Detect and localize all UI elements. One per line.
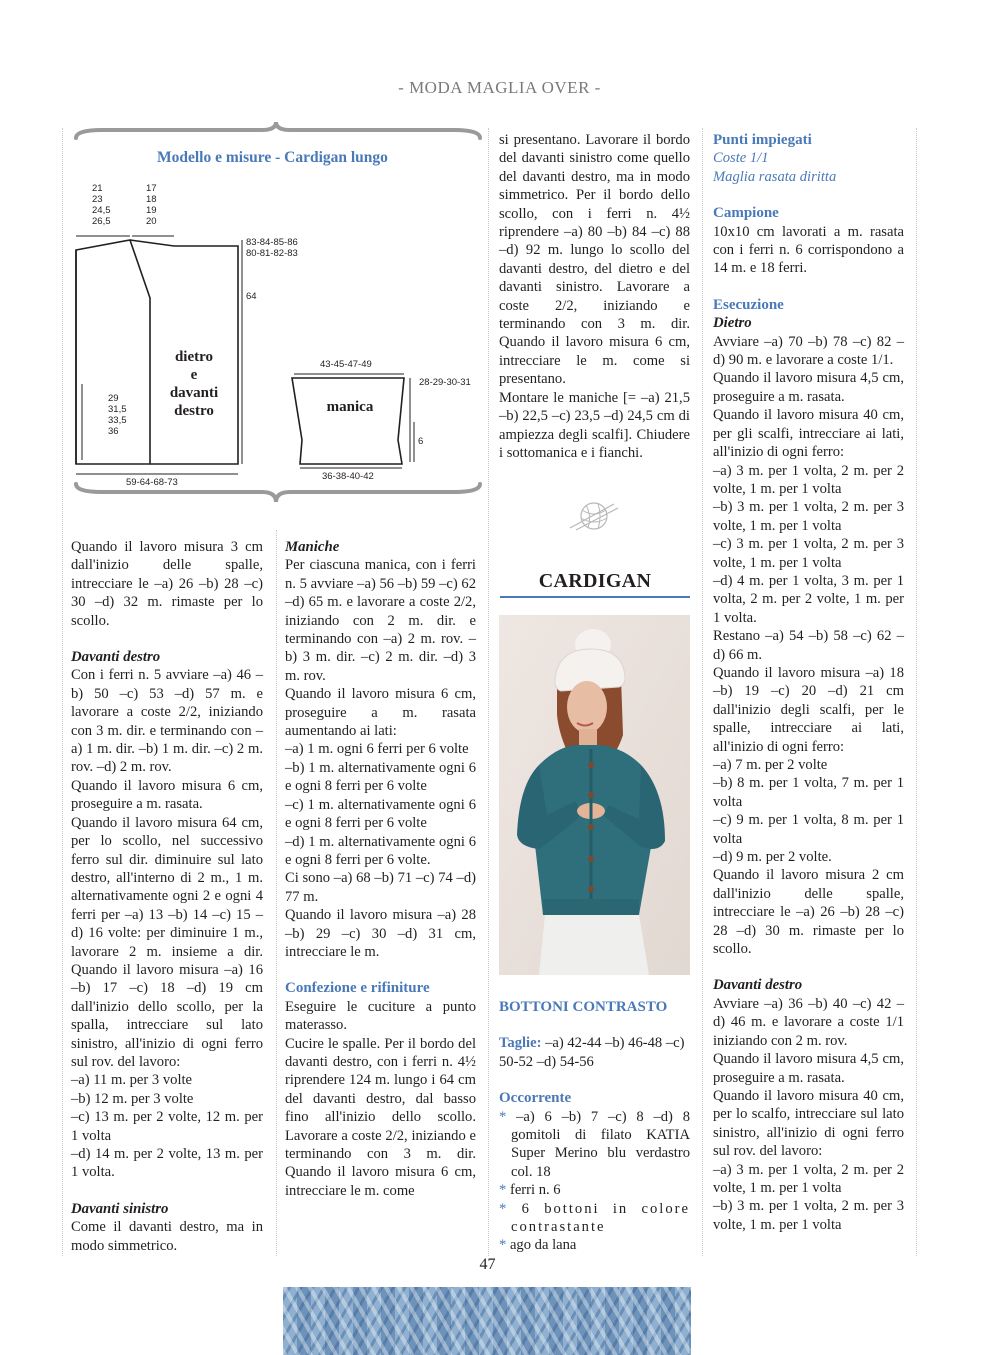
paragraph: –b) 3 m. per 1 volta, 2 m. per 3 volte, 1 m. per 1 volta [713, 499, 904, 534]
paragraph: Per ciascuna manica, con i ferri n. 5 avviare –a) 56 –b) 59 –c) 62 –d) 65 m. e lavorare a coste 2/2, iniziando con 2 m. dir. e terminando con –a) 2 m. rov. –b) 3 m. dir. –c) 2 m. dir. –d) 3 m. rov. [285, 557, 476, 684]
sizes-value: –a) 42-44 –b) 46-48 –c) 50-52 –d) 54-56 [499, 1035, 685, 1070]
column-1 [71, 538, 263, 1255]
paragraph: Avviare –a) 70 –b) 78 –c) 82 –d) 90 m. e lavorare a coste 1/1. [713, 333, 904, 369]
section-heading-campione: Campione [713, 205, 779, 222]
section-heading-maniche: Maniche [285, 539, 340, 555]
paragraph: Quando il lavoro misura 64 cm, per lo scollo, nel successivo ferro sul dir. diminuire sul lato destro, all'interno di 2 m., 1 m. alternativamente ogni 2 e ogni 4 ferri per –a) 13 –b) 14 –c) 15 –d) 16 volte: per diminuire 1 m., lavorare 2 m. insieme a dir. Quando il lavoro misura –a) 16 –b) 17 –c) 18 –d) 19 cm dall'inizio dello scollo, per la spalla, intrecciare sul lato sinistro, all'inizio di ogni ferro sul rov. del lavoro: [71, 814, 263, 1070]
section-heading-davanti-destro: Davanti destro [71, 649, 161, 666]
diagram-title: Modello e misure - Cardigan lungo [157, 149, 388, 166]
paragraph: Eseguire le cuciture a punto materasso. [285, 998, 476, 1034]
materials-item: * 6 bottoni in colore contrastante [499, 1200, 690, 1236]
paragraph: Avviare –a) 36 –b) 40 –c) 42 –d) 46 m. e lavorare a coste 1/1 iniziando con 2 m. rov. [713, 995, 904, 1049]
back-neck-text: Quando il lavoro misura 3 cm dall'inizio delle spalle, intrecciare le –a) 26 –b) 28 –c) 30 –d) 32 m. rimaste per lo scollo. [71, 539, 263, 629]
column-4 [713, 131, 904, 1234]
section-heading-occorrente: Occorrente [499, 1090, 572, 1107]
paragraph: –b) 1 m. alternativamente ogni 6 e ogni 8 ferri per 6 volte [285, 759, 476, 795]
paragraph: Con i ferri n. 5 avviare –a) 46 –b) 50 –c) 53 –d) 57 m. e lavorare a coste 2/2, iniziando con 3 m. dir. e terminando con –a) 1 m. dir. –b) 1 m. dir. –c) 2 m. rov. –d) 2 m. rov. [71, 667, 263, 776]
paragraph: Quando il lavoro misura –a) 28 –b) 29 –c) 30 –d) 31 cm, intrecciare le m. [285, 907, 476, 960]
materials-item: * ferri n. 6 [499, 1182, 561, 1199]
section-heading-esecuzione: Esecuzione [713, 296, 784, 313]
sleeve-label: manica [326, 399, 374, 415]
paragraph: –a) 3 m. per 1 volta, 2 m. per 2 volte, 1 m. per 1 volta [713, 462, 904, 497]
paragraph: Quando il lavoro misura –a) 18 –b) 19 –c) 20 –d) 21 cm dall'inizio degli scalfi, per le spalle, intrecciare ai lati, all'inizio di ogni ferro: [713, 664, 904, 755]
section-heading-davanti-sinistro: Davanti sinistro [71, 1200, 169, 1217]
running-header: - MODA MAGLIA OVER - [398, 78, 601, 97]
paragraph: –d) 1 m. alternativamente ogni 6 e ogni 8 ferri per 6 volte. [285, 833, 476, 868]
column-3 [499, 131, 690, 462]
sleeve-top-label: 43-45-47-49 [320, 359, 372, 370]
paragraph: –c) 3 m. per 1 volta, 2 m. per 3 volte, 1 m. per 1 volta [713, 536, 904, 571]
paragraph: –d) 14 m. per 2 volte, 13 m. per 1 volta. [71, 1146, 263, 1181]
paragraph: –b) 12 m. per 3 volte [71, 1090, 194, 1107]
column-rule [702, 128, 703, 1256]
materials-item: * –a) 6 –b) 7 –c) 8 –d) 8 gomitoli di filato KATIA Super Merino blu verdastro col. 18 [499, 1108, 690, 1180]
paragraph: Come il davanti destro, ma in modo simmetrico. [71, 1219, 263, 1254]
paragraph: Quando il lavoro misura 2 cm dall'inizio delle spalle, intrecciare le –a) 26 –b) 28 –c) 28 –d) 30 m. rimaste per lo scollo. [713, 867, 904, 958]
section-heading-dietro: Dietro [713, 315, 752, 332]
paragraph: –a) 3 m. per 1 volta, 2 m. per 2 volte, 1 m. per 1 volta [713, 1161, 904, 1196]
yarn-ball-icon [564, 498, 624, 534]
paragraph: –d) 4 m. per 1 volta, 3 m. per 1 volta, 2 m. per 2 volte, 1 m. per 1 volta. [713, 572, 904, 626]
paragraph: Quando il lavoro misura 6 cm, proseguire a m. rasata. [71, 777, 263, 813]
paragraph: –b) 3 m. per 1 volta, 2 m. per 3 volte, 1 m. per 1 volta [713, 1198, 904, 1233]
paragraph: Quando il lavoro misura 40 cm, per lo scalfo, intrecciare sul lato sinistro, all'inizio di ogni ferro sul rov. del lavoro: [713, 1087, 904, 1160]
paragraph: –a) 1 m. ogni 6 ferri per 6 volte [285, 741, 469, 758]
stitch-item: Maglia rasata diritta [713, 168, 837, 185]
column-2 [285, 538, 476, 1200]
armhole-height-label: 29 31,5 33,5 36 [108, 393, 127, 437]
column-rule [276, 530, 277, 1256]
stitch-item: Coste 1/1 [713, 150, 769, 167]
sizes-text [499, 1034, 690, 1071]
body-width-label: 59-64-68-73 [126, 477, 178, 488]
body-length-label: 64 [246, 291, 257, 302]
diagram-drawing [62, 122, 492, 512]
paragraph: si presentano. Lavorare il bordo del davanti sinistro come quello del davanti destro, ma in modo simmetrico. Per il bordo dello scollo, con i ferri n. 4½ riprendere –a) 80 –b) 84 –c) 88 –d) 92 m. lungo lo scollo del davanti destro, del dietro e del davanti sinistro. Lavorare a coste 2/2, iniziando e terminando con 3 m. dir. Quando il lavoro misura 6 cm, intrecciare le m. come si presentano. [499, 132, 690, 388]
paragraph: Ci sono –a) 68 –b) 71 –c) 74 –d) 77 m. [285, 870, 476, 905]
paragraph: 10x10 cm lavorati a m. rasata con i ferri n. 6 corrispondono a 14 m. e 18 ferri. [713, 223, 904, 277]
section-heading-confezione: Confezione e rifiniture [285, 980, 430, 997]
materials-item: * ago da lana [499, 1237, 577, 1254]
paragraph: Cucire le spalle. Per il bordo del davanti destro, con i ferri n. 4½ riprendere 124 m. lungo i 64 cm del davanti destro, dal basso fino all'inizio dello scollo. Lavorare a coste 2/2, iniziando e terminando con 3 m. dir. Quando il lavoro misura 6 cm, intrecciare le m. come [285, 1035, 476, 1199]
variant-title: BOTTONI CONTRASTO [499, 999, 668, 1015]
column-rule [916, 128, 917, 1256]
neck-width-label: 17 18 19 20 [146, 183, 157, 227]
paragraph: –c) 1 m. alternativamente ogni 6 e ogni 8 ferri per 6 volte [285, 796, 476, 832]
knit-texture-strip [283, 1287, 691, 1355]
total-length-label: 83-84-85-86 80-81-82-83 [246, 237, 298, 259]
body-label: dietro e davanti destro [169, 349, 219, 419]
shoulder-width-label: 21 23 24,5 26,5 [92, 183, 111, 227]
paragraph: Quando il lavoro misura 4,5 cm, proseguire a m. rasata. [713, 370, 904, 405]
paragraph: –b) 8 m. per 1 volta, 7 m. per 1 volta [713, 775, 904, 810]
paragraph: Quando il lavoro misura 6 cm, proseguire a m. rasata aumentando ai lati: [285, 686, 476, 740]
paragraph: –d) 9 m. per 2 volte. [713, 849, 832, 866]
column-3-lower [499, 998, 690, 1255]
paragraph: –c) 13 m. per 2 volte, 12 m. per 1 volta [71, 1109, 263, 1144]
paragraph: –a) 11 m. per 3 volte [71, 1072, 193, 1089]
paragraph: Quando il lavoro misura 4,5 cm, proseguire a m. rasata. [713, 1051, 904, 1086]
sleeve-bottom-label: 36-38-40-42 [322, 471, 374, 482]
paragraph: Quando il lavoro misura 40 cm, per gli scalfi, intrecciare ai lati, all'inizio di ogni ferro: [713, 407, 904, 461]
sizes-label: Taglie: [499, 1035, 542, 1052]
page-number: 47 [479, 1256, 496, 1273]
paragraph: –a) 7 m. per 2 volte [713, 757, 828, 773]
title-underline [500, 596, 690, 598]
size-diagram [62, 122, 492, 512]
section-heading-punti: Punti impiegati [713, 132, 812, 148]
paragraph: –c) 9 m. per 1 volta, 8 m. per 1 volta [713, 812, 904, 847]
paragraph: Montare le maniche [= –a) 21,5 –b) 22,5 –c) 23,5 –d) 24,5 cm di ampiezza degli scalfi]. Chiudere i sottomanica e i fianchi. [499, 389, 690, 461]
sleeve-length-label: 28-29-30-31 [419, 377, 471, 388]
model-title: CARDIGAN [538, 570, 652, 592]
sleeve-cuff-label: 6 [418, 436, 424, 447]
model-photo [499, 615, 690, 975]
paragraph: Restano –a) 54 –b) 58 –c) 62 –d) 66 m. [713, 628, 904, 663]
section-heading-davanti-destro-2: Davanti destro [713, 977, 803, 994]
